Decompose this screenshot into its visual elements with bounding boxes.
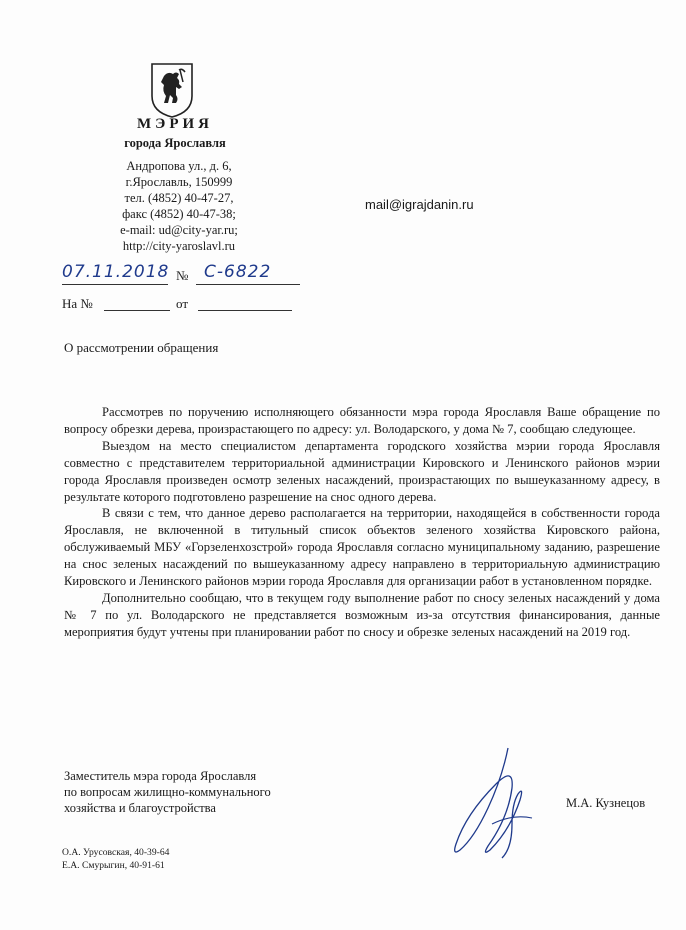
handwritten-number: С-6822: [204, 262, 272, 282]
number-underline: [196, 284, 300, 285]
executors-block: [62, 846, 169, 872]
position-line: хозяйства и благоустройства: [64, 801, 216, 815]
body-paragraph: В связи с тем, что данное дерево располагается на территории, находящейся в собственности города Ярославля, не включенной в титульный список объектов зеленого хозяйства Кировского района, обслуживаемый МБУ «Горзеленхозстрой» города Ярославля согласно муниципальному заданию, разрешение на снос зеленых насаждений по вышеуказанному адресу направлено в территориальную администрацию Кировского и Ленинского районов мэрии города Ярославля для организации работ в установленном порядке.: [64, 506, 660, 589]
number-symbol: №: [176, 268, 189, 283]
address-line: г.Ярославль, 150999: [125, 175, 233, 189]
address-line: Андропова ул., д. 6,: [126, 159, 232, 173]
executor-line: Е.А. Смурыгин, 40-91-61: [62, 860, 165, 871]
date-underline: [62, 284, 168, 285]
recipient-email: mail@igrajdanin.ru: [365, 197, 474, 212]
executor-line: О.А. Урусовская, 40-39-64: [62, 847, 170, 858]
letter-subject: О рассмотрении обращения: [64, 340, 219, 355]
fax-line: факс (4852) 40-47-38;: [122, 207, 236, 221]
website-line: http://city-yaroslavl.ru: [122, 239, 236, 253]
org-address-block: [100, 158, 258, 254]
body-paragraph: Дополнительно сообщаю, что в текущем году выполнение работ по сносу зеленых насаждений у дома № 7 по ул. Володарского не представляется возможным из-за отсутствия финансирования, данные мероприятия будут учтены при планировании работ по сносу и обрезке зеленых насаждений на 2019 год.: [64, 590, 660, 639]
email-line: e-mail: ud@city-yar.ru;: [120, 223, 238, 237]
reply-from-label: от: [176, 296, 189, 311]
signatory-name: М.А. Кузнецов: [566, 796, 646, 810]
reply-reference-row: [62, 296, 302, 316]
reply-number-line: [104, 310, 170, 311]
body-paragraph: Выездом на место специалистом департамента городского хозяйства мэрии города Ярославля совместно с представителем территориальной администрации Кировского и Ленинского районов мэрии города Ярославля произведен осмотр зеленых насаждений, произрастающих по вышеуказанному адресу, в результате которого подготовлено разрешение на снос одного дерева.: [64, 438, 660, 504]
org-title: МЭРИЯ: [137, 116, 213, 132]
signatory-position: [64, 768, 271, 816]
reply-label: На №: [62, 296, 93, 311]
registration-row: [62, 262, 322, 286]
handwritten-date: 07.11.2018: [62, 262, 170, 282]
phone-line: тел. (4852) 40-47-27,: [124, 191, 234, 205]
reply-date-line: [198, 310, 292, 311]
handwritten-signature-icon: [448, 740, 548, 870]
letter-body: [64, 404, 660, 641]
body-paragraph: Рассмотрев по поручению исполняющего обязанности мэра города Ярославля Ваше обращение по вопросу обрезки дерева, произрастающего по адресу: ул. Володарского, у дома № 7, сообщаю следующее.: [64, 405, 660, 436]
position-line: Заместитель мэра города Ярославля: [64, 769, 257, 783]
coat-of-arms-icon: [150, 62, 194, 118]
org-subtitle: города Ярославля: [124, 136, 226, 150]
position-line: по вопросам жилищно-коммунального: [64, 785, 271, 799]
